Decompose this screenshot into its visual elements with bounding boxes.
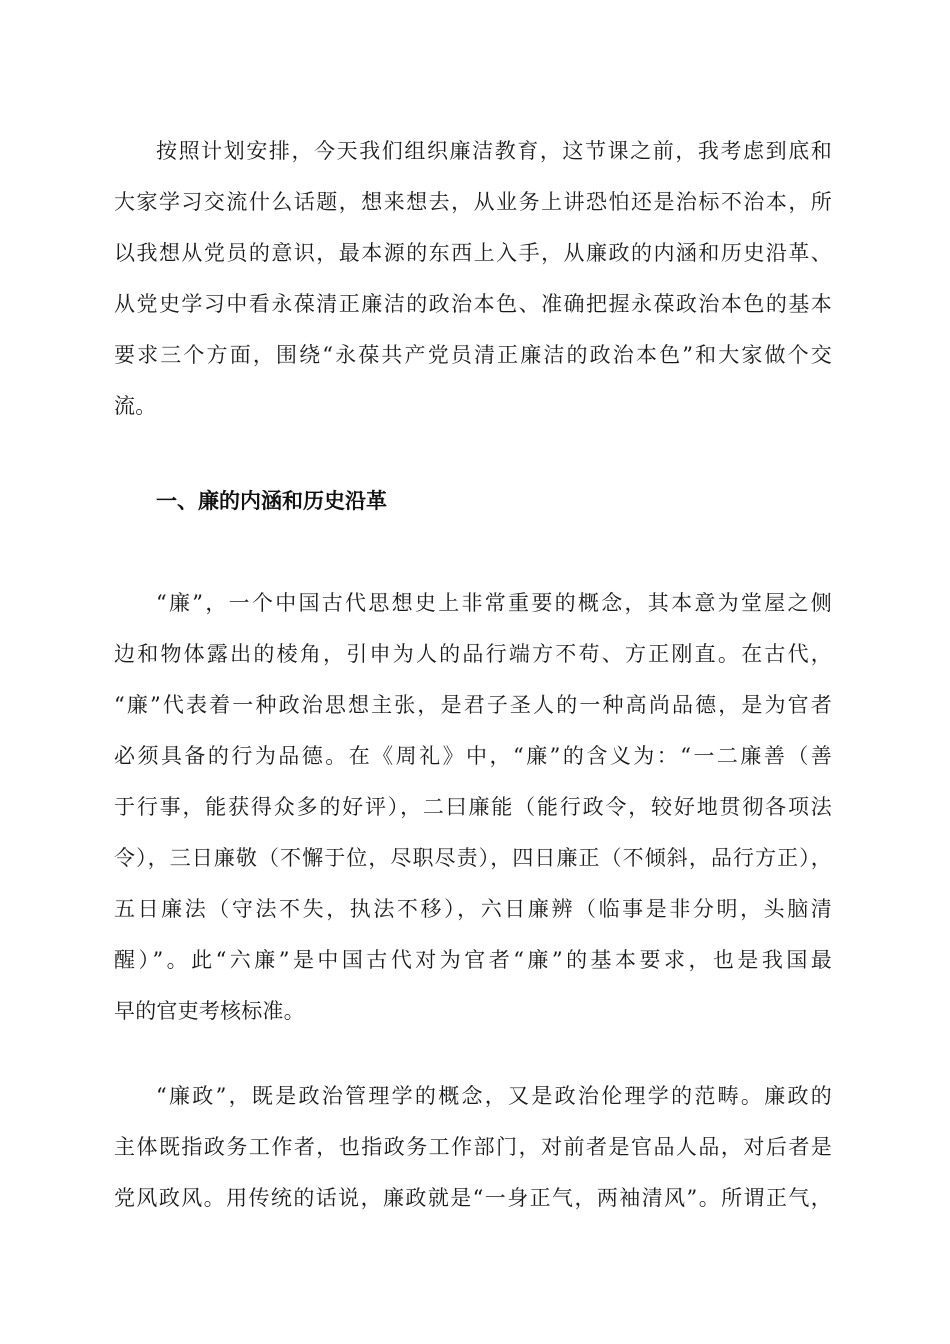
intro-paragraph <box>114 126 832 432</box>
paragraph-line: 按照计划安排，今天我们组织廉洁教育，这节课之前，我考虑到底和 <box>156 139 832 163</box>
paragraph-line: “廉”代表着一种政治思想主张，是君子圣人的一种高尚品德，是为官者 <box>114 693 832 717</box>
paragraph-line: 流。 <box>114 394 157 418</box>
lian-definition-paragraph <box>114 578 832 1037</box>
paragraph-line: 主体既指政务工作者，也指政务工作部门，对前者是官品人品，对后者是 <box>114 1135 832 1159</box>
section-heading: 一、廉的内涵和历史沿革 <box>156 489 387 513</box>
lianzheng-paragraph <box>114 1071 832 1224</box>
paragraph-line: 早的官吏考核标准。 <box>114 999 305 1023</box>
paragraph-line: 于行事，能获得众多的好评），二曰廉能（能行政令，较好地贯彻各项法 <box>114 795 832 819</box>
paragraph-line: 令），三日廉敬（不懈于位，尽职尽责），四日廉正（不倾斜，品行方正）， <box>114 846 832 870</box>
paragraph-line: 醒）”。此“六廉”是中国古代对为官者“廉”的基本要求，也是我国最 <box>114 948 832 972</box>
paragraph-line: “廉”，一个中国古代思想史上非常重要的概念，其本意为堂屋之侧 <box>156 591 832 615</box>
paragraph-line: “廉政”，既是政治管理学的概念，又是政治伦理学的范畴。廉政的 <box>156 1084 832 1108</box>
paragraph-line: 党风政风。用传统的话说，廉政就是“一身正气，两袖清风”。所谓正气， <box>114 1186 832 1210</box>
paragraph-line: 必须具备的行为品德。在《周礼》中，“廉”的含义为：“一二廉善（善 <box>114 744 832 768</box>
paragraph-line: 边和物体露出的棱角，引申为人的品行端方不苟、方正刚直。在古代， <box>114 642 832 666</box>
paragraph-line: 五日廉法（守法不失，执法不移），六日廉辨（临事是非分明，头脑清 <box>114 897 832 921</box>
paragraph-line: 要求三个方面，围绕“永葆共产党员清正廉洁的政治本色”和大家做个交 <box>114 343 832 367</box>
paragraph-line: 大家学习交流什么话题，想来想去，从业务上讲恐怕还是治标不治本，所 <box>114 190 832 214</box>
paragraph-line: 从党史学习中看永葆清正廉洁的政治本色、准确把握永葆政治本色的基本 <box>114 292 832 316</box>
paragraph-line: 以我想从党员的意识，最本源的东西上入手，从廉政的内涵和历史沿革、 <box>114 241 832 265</box>
